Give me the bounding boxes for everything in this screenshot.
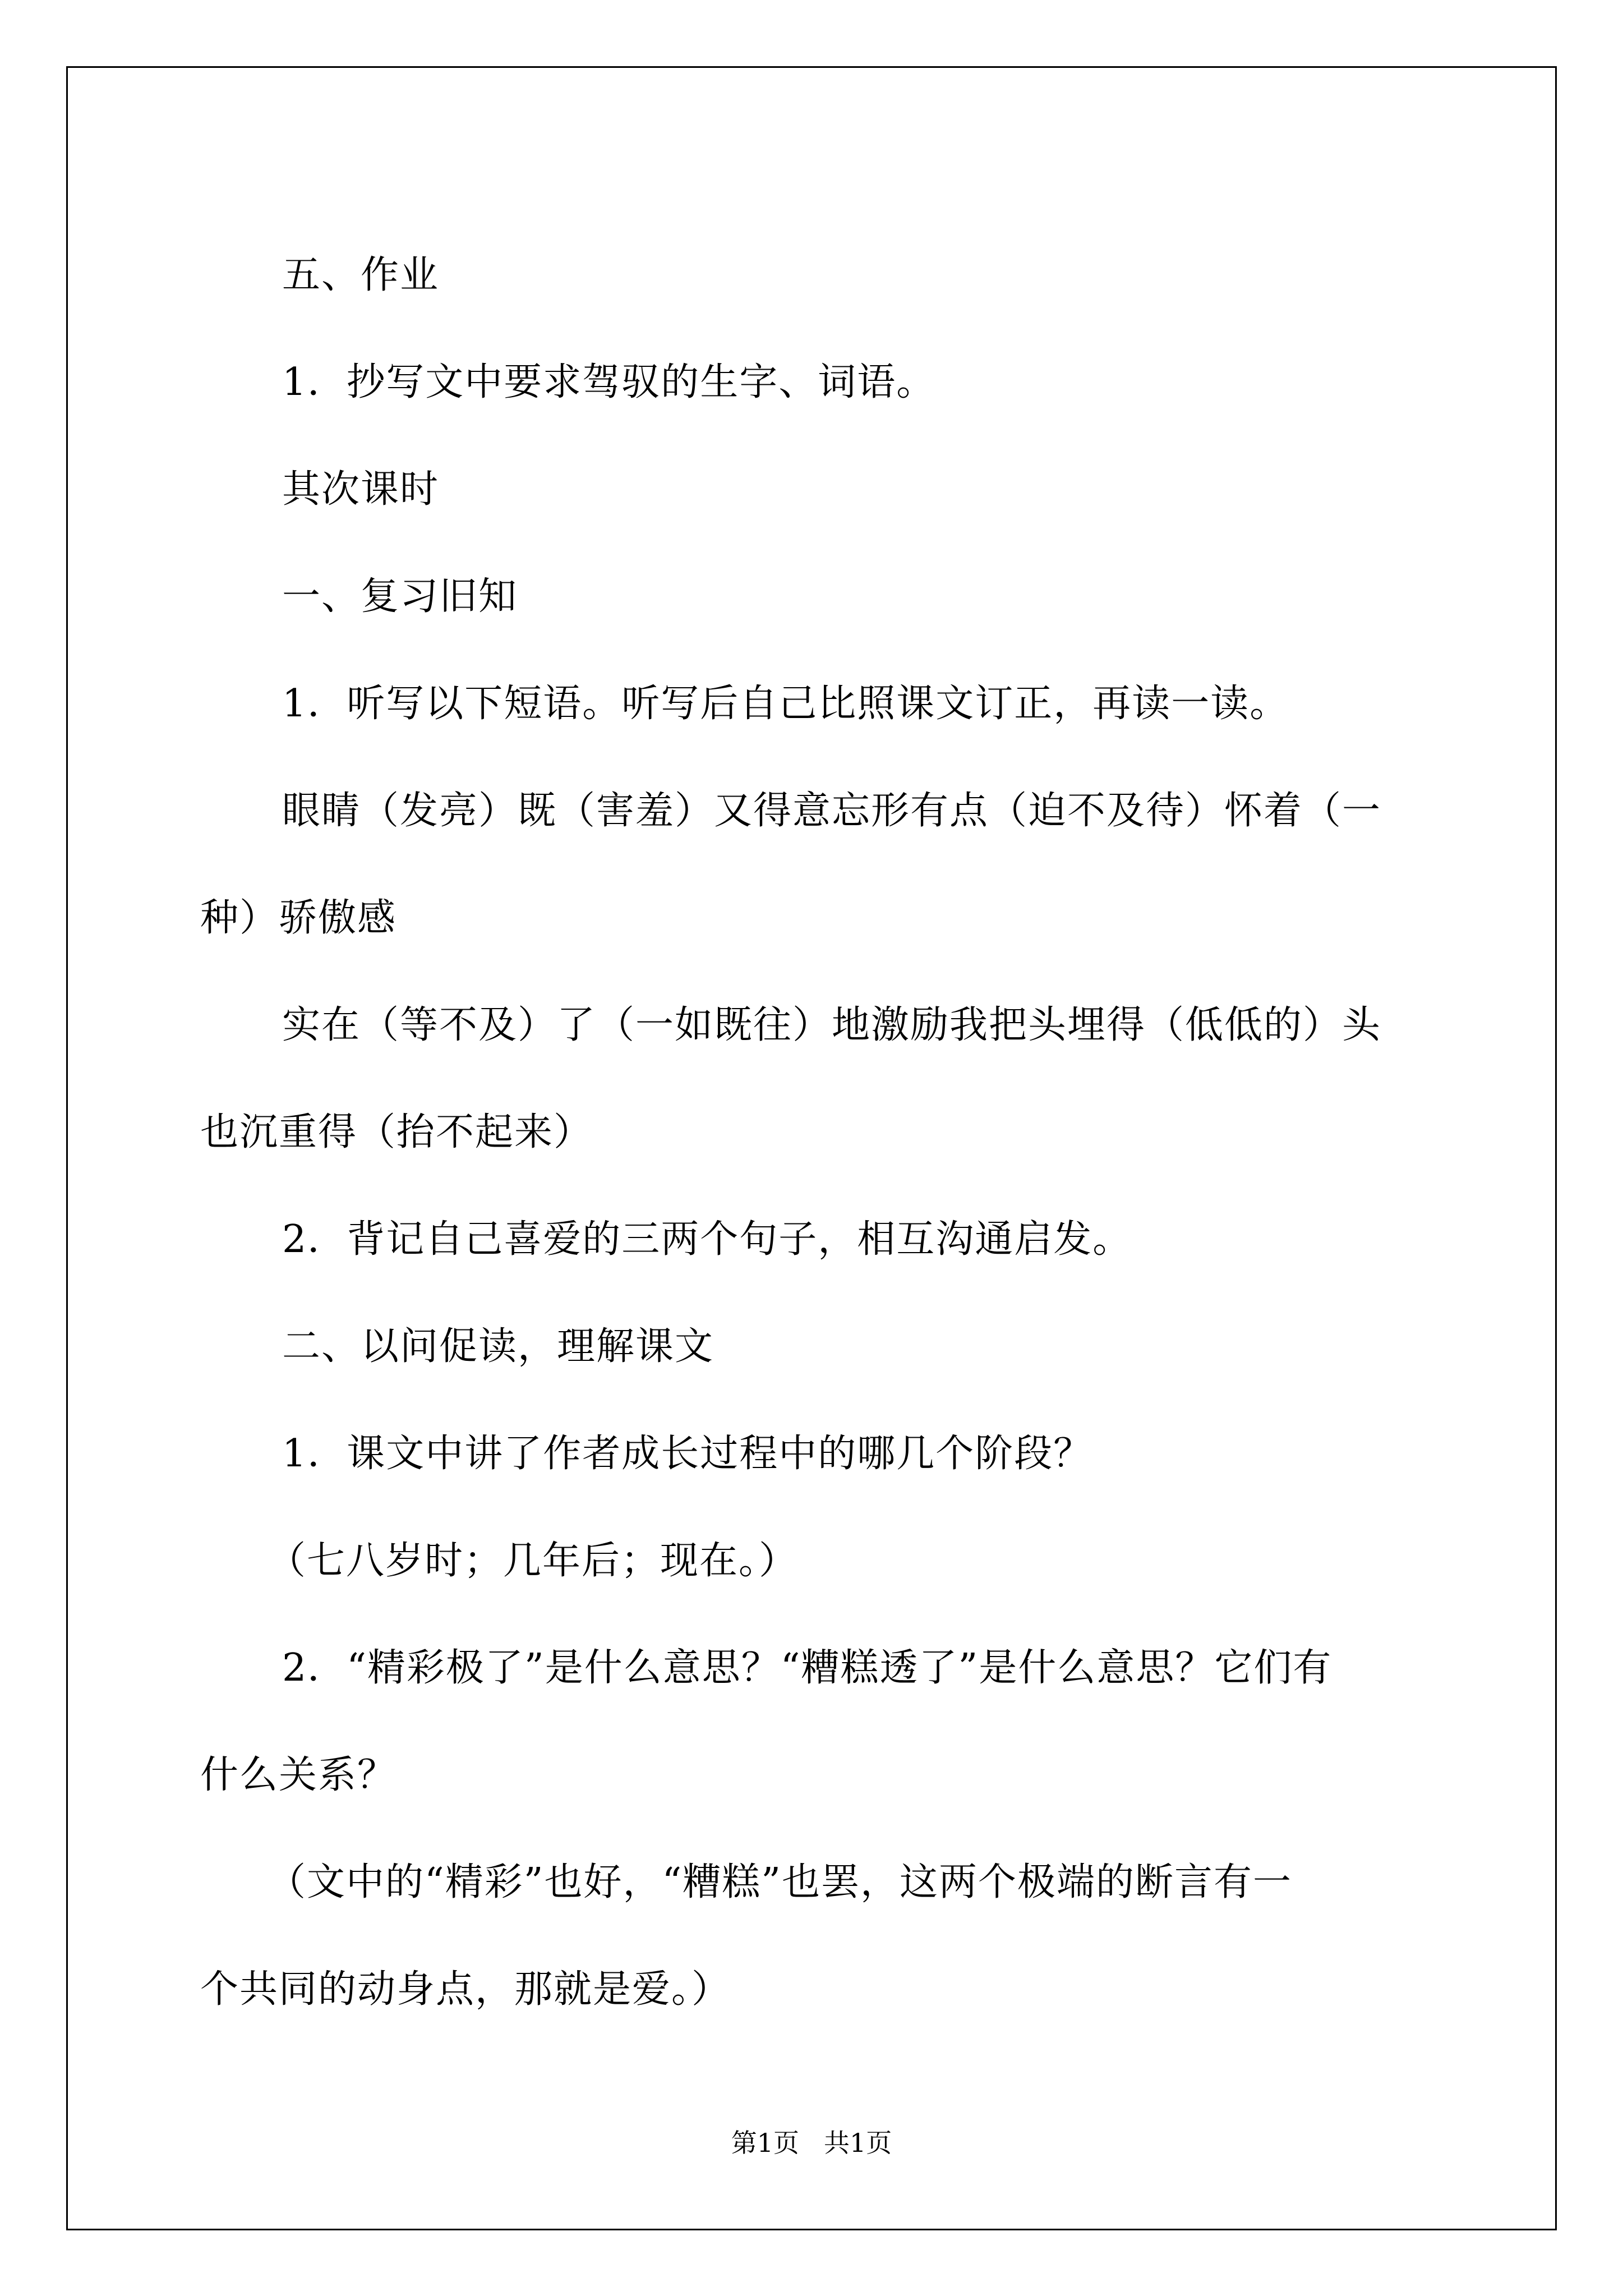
phrase-list-line-2: 种）骄傲感 [200,896,397,940]
heading-second-lesson: 其次课时 [282,467,440,512]
question-2-line-2: 什么关系？ [200,1753,397,1797]
page-footer [0,2126,1623,2160]
heading-reading: 二、以问促读，理解课文 [282,1324,714,1369]
phrase-list-line-1: 眼睛（发亮）既（害羞）又得意忘形有点（迫不及待）怀着（一 [282,789,1382,833]
answer-2-line-2: 个共同的动身点，那就是爱。） [200,1967,731,2012]
phrase-list-line-4: 也沉重得（抬不起来） [200,1110,593,1154]
page-number-current: 第1页 [731,2128,799,2158]
question-2-line-1: 2．“精彩极了”是什么意思？“糟糕透了”是什么意思？它们有 [282,1646,1332,1690]
review-item-2: 2．背记自己喜爱的三两个句子，相互沟通启发。 [282,1217,1132,1262]
heading-review: 一、复习旧知 [282,574,518,619]
page-number-total: 共1页 [824,2128,892,2158]
answer-1: （七八岁时；几年后；现在。） [268,1539,799,1583]
heading-homework: 五、作业 [282,253,440,297]
review-item-1: 1．听写以下短语。听写后自己比照课文订正，再读一读。 [282,682,1289,726]
answer-2-line-1: （文中的“精彩”也好，“糟糕”也罢，这两个极端的断言有一 [268,1860,1293,1904]
question-1: 1．课文中讲了作者成长过程中的哪几个阶段？ [282,1432,1093,1476]
homework-item-1: 1．抄写文中要求驾驭的生字、词语。 [282,360,936,404]
document-body [200,222,1434,2043]
phrase-list-line-3: 实在（等不及）了（一如既往）地激励我把头埋得（低低的）头 [282,1003,1382,1047]
